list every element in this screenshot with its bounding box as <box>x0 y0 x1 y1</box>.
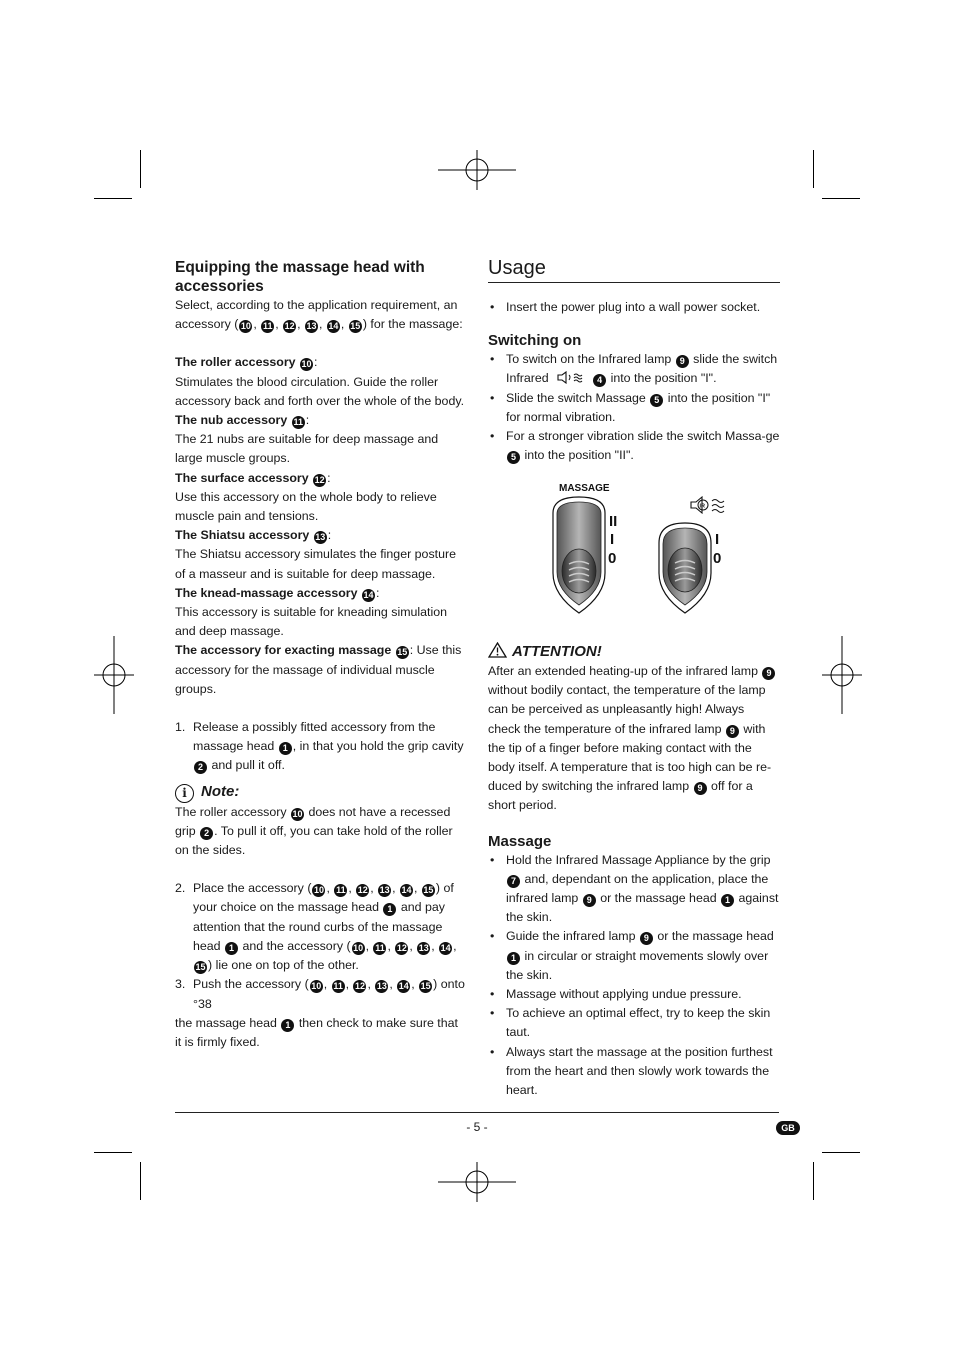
intro-paragraph: Select, according to the application requirement, an accessory ( 10 , 11 , 12 , 13 , 14 , 15 ) for the massage: <box>175 298 463 332</box>
step-item: 1. Release a possibly fitted accessory from the massage head 1 , in that you hold the grip cavity 2 and pull it off. <box>175 720 464 773</box>
section-heading: Equipping the massage head with accessories <box>175 259 425 295</box>
usage-title: Usage <box>488 256 780 283</box>
infrared-switch-knob <box>668 548 702 592</box>
accessory-item: The knead-massage accessory 14 : This accessory is suitable for kneading simulation and deep massage. <box>175 585 448 639</box>
step-item: 3. Push the accessory ( 10 , 11 , 12 , 13 , 14 , 15 ) onto °38 <box>175 977 465 1011</box>
massage-mark: II <box>609 513 618 530</box>
crop-mark <box>140 1162 141 1200</box>
crop-mark <box>822 198 860 199</box>
registration-mark <box>438 1162 516 1202</box>
page-number: - 5 - <box>466 1120 488 1134</box>
list-item: • Massage without applying undue pressure. <box>488 985 780 1004</box>
crop-mark <box>94 1152 132 1153</box>
registration-mark <box>822 636 862 714</box>
list-item: • Always start the massage at the position furthest from the heart and then slowly work towards the heart. <box>488 1043 780 1101</box>
attention-heading: ATTENTION! <box>488 642 780 662</box>
crop-mark <box>94 198 132 199</box>
massage-heading: Massage <box>488 832 552 850</box>
registration-mark <box>438 150 516 190</box>
accessory-item: The surface accessory 12 : Use this accessory on the whole body to relieve muscle pain and tensions. <box>175 470 437 524</box>
steps-list <box>175 879 467 1013</box>
list-item: • Insert the power plug into a wall power socket. <box>488 298 780 317</box>
right-column <box>488 256 780 465</box>
step-continuation: the massage head 1 then check to make sure that it is firmly fixed. <box>175 1015 458 1049</box>
step-item: 2. Place the accessory ( 10 , 11 , 12 , 13 , 14 , 15 ) of your choice on the massage head 1 and pay attention that the round curbs of the massage head 1 and the accessory ( 10 , 11 , 12 , 13 , 14 , 15 ) lie one on top of the other. <box>175 881 457 973</box>
footer-rule <box>175 1112 779 1113</box>
info-icon: i <box>175 784 194 803</box>
list-item: • Hold the Infrared Massage Appliance by the grip 7 and, dependant on the application, place the infrared lamp 9 or the massage head 1 against the skin. <box>488 851 780 928</box>
list-item: • Guide the infrared lamp 9 or the massage head 1 in circular or straight movements slowly over the skin. <box>488 927 780 985</box>
accessory-item: The Shiatsu accessory 13 : The Shiatsu accessory simulates the finger posture of a masseur and is suitable for deep massage. <box>175 528 456 581</box>
crop-mark <box>822 1152 860 1153</box>
switching-on-heading: Switching on <box>488 332 582 350</box>
switching-list <box>488 350 780 465</box>
infrared-icon <box>691 497 724 513</box>
ir-label: IR <box>699 503 705 510</box>
left-column <box>175 258 467 1052</box>
crop-mark <box>813 1162 814 1200</box>
language-badge: GB <box>776 1121 800 1135</box>
list-item: • To achieve an optimal effect, try to keep the skin taut. <box>488 1004 780 1042</box>
note-heading: i Note: <box>175 782 467 803</box>
massage-mark: 0 <box>608 550 617 567</box>
list-item: • To switch on the Infrared lamp 9 slide the switch Infrared 4 into the position "I". <box>488 350 780 388</box>
list-item: • Slide the switch Massage 5 into the position "I" for normal vibration. <box>488 389 780 427</box>
accessory-item: The nub accessory 11 : The 21 nubs are suitable for deep massage and large muscle groups. <box>175 413 439 466</box>
steps-list <box>175 718 467 776</box>
crop-mark <box>813 150 814 188</box>
registration-mark <box>94 636 134 714</box>
crop-mark <box>140 150 141 188</box>
accessory-item: The roller accessory 10 : Stimulates the blood circulation. Guide the roller accessory back and forth over the whole of the body. <box>175 355 465 408</box>
list-item: • For a stronger vibration slide the switch Massa-ge 5 into the position "II". <box>488 427 780 465</box>
right-column-lower <box>488 642 780 1100</box>
infrared-mark: I <box>715 531 720 548</box>
infrared-mark: 0 <box>713 550 722 567</box>
infrared-icon <box>556 371 588 384</box>
attention-text: After an extended heating-up of the infrared lamp 9 without bodily contact, the temperature of the lamp can be perceived as unpleasantly high! Always check the temperature of the infrared lamp 9 with the tip of a finger before making contact with the body itself. A temperature that is too high can be re-duced by switching the infrared lamp 9 off for a short period. <box>488 662 780 816</box>
warning-icon <box>488 642 507 658</box>
massage-list <box>488 851 780 1101</box>
massage-mark: I <box>610 531 615 548</box>
switch-illustration <box>545 478 745 618</box>
massage-switch-knob <box>562 549 596 593</box>
massage-label: MASSAGE <box>559 483 610 494</box>
power-list <box>488 298 780 317</box>
note-text: The roller accessory 10 does not have a recessed grip 2 . To pull it off, you can take hold of the roller on the sides. <box>175 804 453 858</box>
accessory-item: The accessory for exacting massage 15 : Use this accessory for the massage of individual muscle groups. <box>175 643 462 696</box>
